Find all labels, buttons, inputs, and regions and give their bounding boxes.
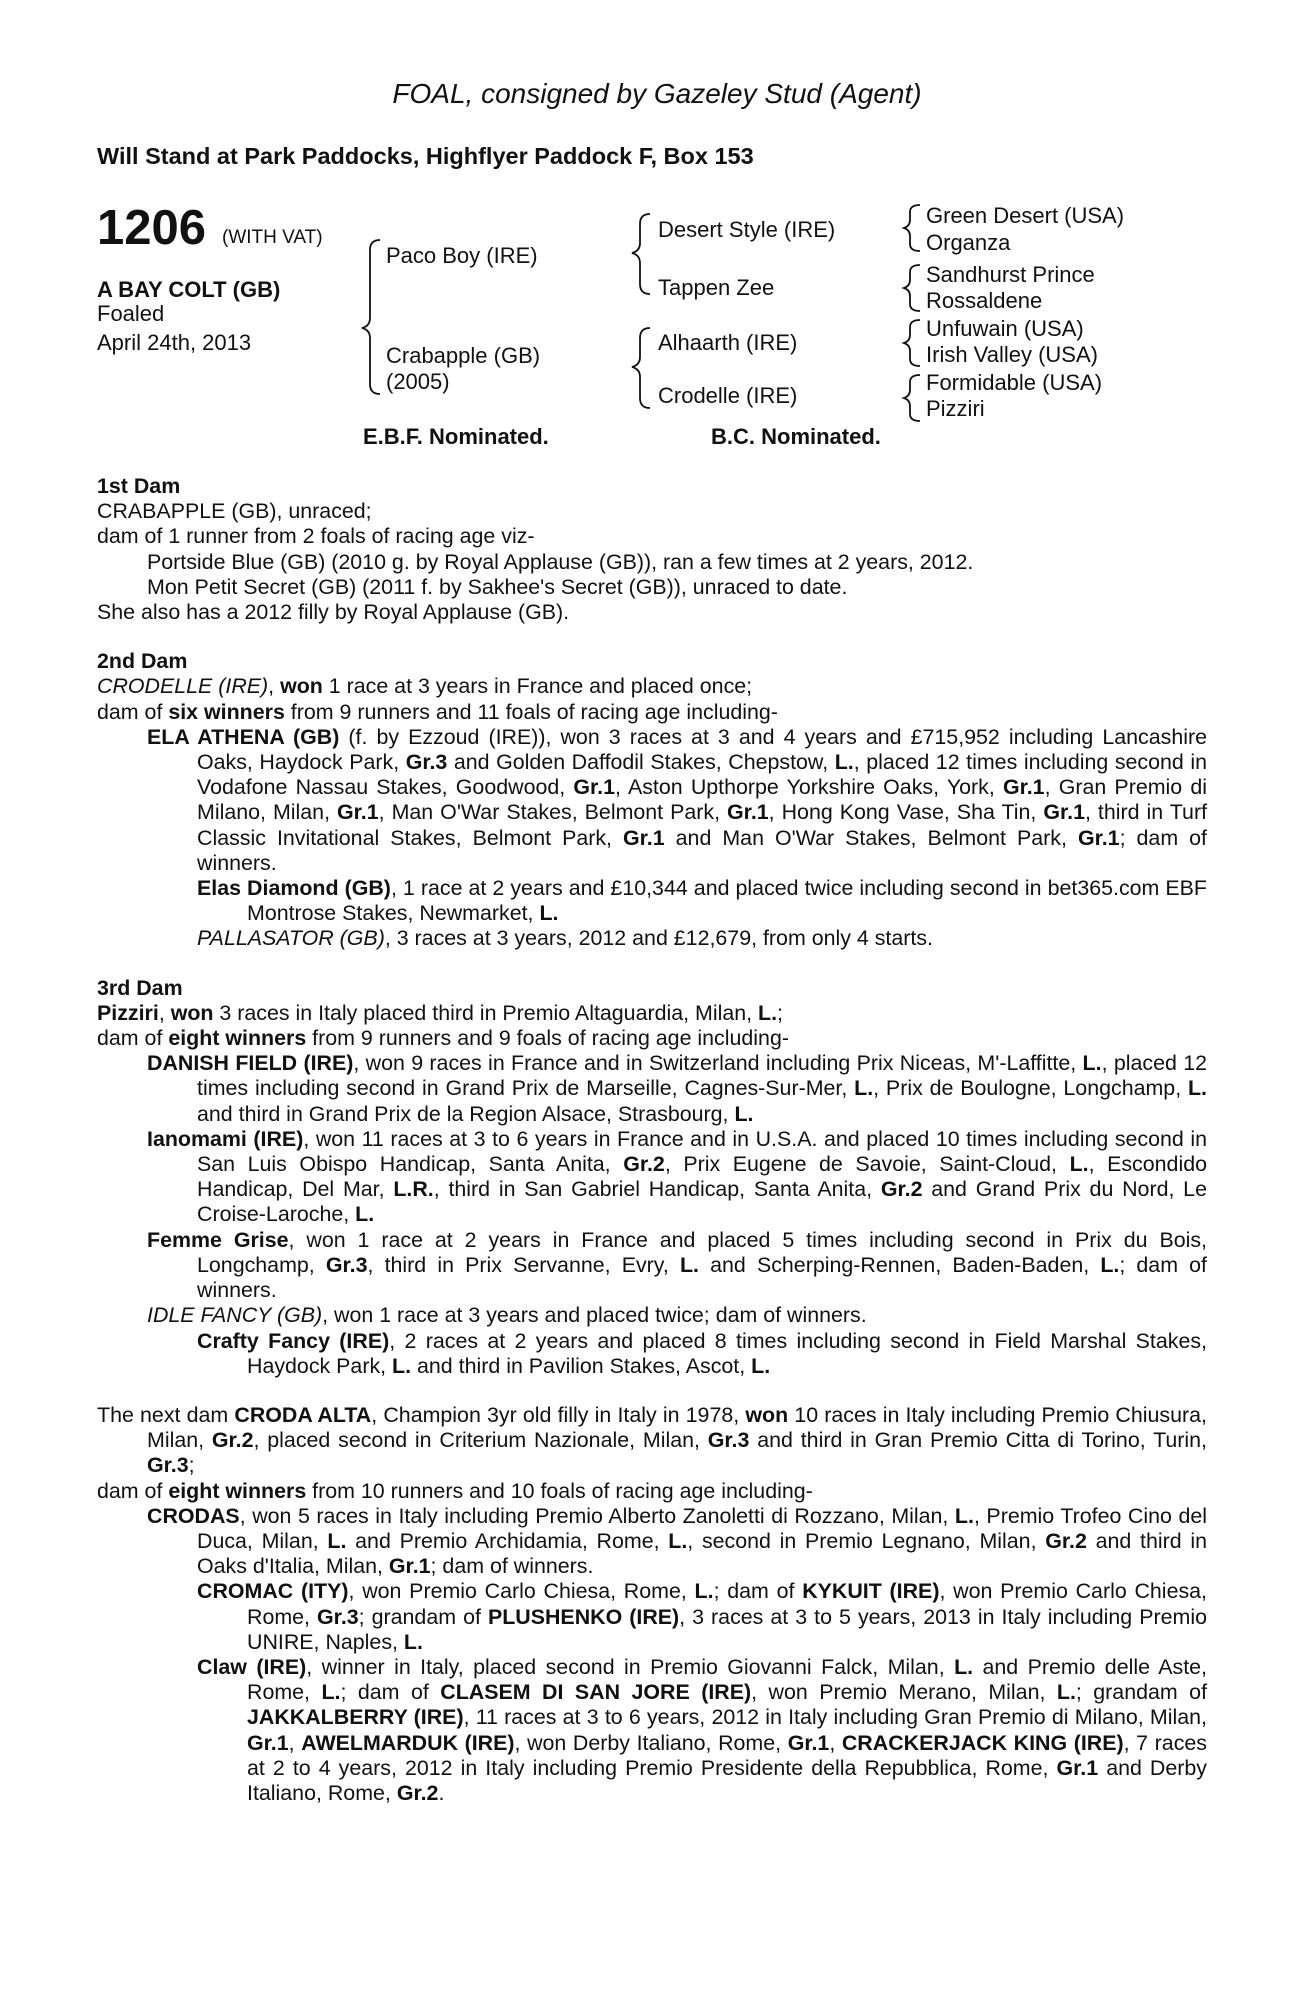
first-dam-line: CRABAPPLE (GB), unraced; xyxy=(97,499,372,524)
progeny-item: Mon Petit Secret (GB) (2011 f. by Sakhee's Secret (GB)), unraced to date. xyxy=(147,574,848,599)
second-dam-heading: 2nd Dam xyxy=(97,649,188,674)
dam-sire: Alhaarth (IRE) xyxy=(658,330,798,355)
vat-note: (WITH VAT) xyxy=(222,227,323,248)
gen3-4: Rossaldene xyxy=(926,288,1043,313)
horse-name: Elas Diamond (GB) xyxy=(197,876,391,901)
gen3-8: Pizziri xyxy=(926,396,985,421)
horse-name: Femme Grise xyxy=(147,1227,289,1252)
horse-name: CRODA ALTA xyxy=(234,1402,372,1427)
stand-location: Will Stand at Park Paddocks, Highflyer Paddock F, Box 153 xyxy=(97,143,754,169)
horse-name: CROMAC (ITY) xyxy=(197,1579,349,1604)
horse-name: Crafty Fancy (IRE) xyxy=(197,1328,390,1353)
first-dam-heading: 1st Dam xyxy=(97,474,181,498)
gen3-1: Green Desert (USA) xyxy=(926,203,1125,228)
lot-description: A BAY COLT (GB) xyxy=(97,277,281,302)
dam-year: (2005) xyxy=(386,369,450,394)
foaled-date: April 24th, 2013 xyxy=(97,330,252,355)
emphasis: won xyxy=(280,674,323,699)
progeny-item: Ianomami (IRE), won 11 races at 3 to 6 years in France and in U.S.A. and placed 10 times including second in San Luis Obispo Handicap, Santa Anita, Gr.2, Prix Eugene de Savoie, Saint-Cloud, L., Escondido Handicap, Del Mar, L.R., third in San Gabriel Handicap, Santa Anita, Gr.2 and Grand Prix du Nord, Le Croise-Laroche, L. xyxy=(147,1126,1208,1227)
progeny-item: Portside Blue (GB) (2010 g. by Royal Applause (GB)), ran a few times at 2 years, 2012. xyxy=(147,549,974,574)
progeny-item: Femme Grise, won 1 race at 2 years in France and placed 5 times including second in Prix du Bois, Longchamp, Gr.3, third in Prix Servanne, Evry, L. and Scherping-Rennen, Baden-Baden, L.; dam of winners. xyxy=(147,1227,1208,1303)
dam-dam: Crodelle (IRE) xyxy=(658,383,798,408)
third-dam-heading: 3rd Dam xyxy=(97,975,183,1000)
progeny-item: CRODAS, won 5 races in Italy including Premio Alberto Zanoletti di Rozzano, Milan, L., Premio Trofeo Cino del Duca, Milan, L. and Premio Archidamia, Rome, L., second in Premio Legnano, Milan, Gr.2 and third in Oaks d'Italia, Milan, Gr.1; dam of winners. xyxy=(147,1503,1208,1579)
second-dam-record: dam of six winners from 9 runners and 11 foals of racing age including- xyxy=(97,699,778,724)
ebf-nominated: E.B.F. Nominated. xyxy=(363,424,549,449)
progeny-item: CROMAC (ITY), won Premio Carlo Chiesa, Rome, L.; dam of KYKUIT (IRE), won Premio Carlo Chiesa, Rome, Gr.3; grandam of PLUSHENKO (IRE), 3 races at 3 to 5 years, 2013 in Italy including Premio UNIRE, Naples, L. xyxy=(197,1579,1207,1654)
first-dam-record: dam of 1 runner from 2 foals of racing age viz- xyxy=(97,524,535,549)
horse-name: Ianomami (IRE) xyxy=(147,1126,304,1151)
sire-dam: Tappen Zee xyxy=(658,275,775,300)
progeny-item: Crafty Fancy (IRE), 2 races at 2 years and placed 8 times including second in Field Marshal Stakes, Haydock Park, L. and third in Pavilion Stakes, Ascot, L. xyxy=(197,1328,1207,1378)
lot-number: 1206 xyxy=(97,201,207,255)
gen3-6: Irish Valley (USA) xyxy=(926,342,1098,367)
horse-name: CRODELLE (IRE) xyxy=(97,674,269,699)
third-dam-record: dam of eight winners from 9 runners and 9 foals of racing age including- xyxy=(97,1026,789,1051)
gen3-2: Organza xyxy=(926,230,1011,255)
progeny-item: IDLE FANCY (GB), won 1 race at 3 years and placed twice; dam of winners. xyxy=(147,1303,867,1328)
progeny-item: PALLASATOR (GB), 3 races at 3 years, 2012 and £12,679, from only 4 starts. xyxy=(197,926,933,951)
next-dam-record: dam of eight winners from 10 runners and 10 foals of racing age including- xyxy=(97,1478,813,1503)
bc-nominated: B.C. Nominated. xyxy=(711,424,881,449)
horse-name: PALLASATOR (GB) xyxy=(197,926,385,951)
horse-name: DANISH FIELD (IRE) xyxy=(147,1051,354,1076)
first-dam-note: She also has a 2012 filly by Royal Applause (GB). xyxy=(97,600,570,625)
dam: Crabapple (GB) xyxy=(386,343,541,368)
sire-sire: Desert Style (IRE) xyxy=(658,217,836,242)
next-dam-line: The next dam CRODA ALTA, Champion 3yr old filly in Italy in 1978, won 10 races in Italy including Premio Chiusura, Milan, Gr.2, placed second in Criterium Nazionale, Milan, Gr.3 and third in Gran Premio Citta di Torino, Turin, Gr.3; xyxy=(97,1402,1207,1478)
horse-name: Pizziri xyxy=(97,1000,159,1025)
horse-name: Claw (IRE) xyxy=(197,1654,307,1679)
catalogue-heading: FOAL, consigned by Gazeley Stud (Agent) xyxy=(392,78,922,109)
horse-name: IDLE FANCY (GB) xyxy=(147,1303,323,1328)
progeny-item: Claw (IRE), winner in Italy, placed second in Premio Giovanni Falck, Milan, L. and Premio delle Aste, Rome, L.; dam of CLASEM DI SAN JORE (IRE), won Premio Merano, Milan, L.; grandam of JAKKALBERRY (IRE), 11 races at 3 to 6 years, 2012 in Italy including Gran Premio di Milano, Milan, Gr.1, AWELMARDUK (IRE), won Derby Italiano, Rome, Gr.1, CRACKERJACK KING (IRE), 7 races at 2 to 4 years, 2012 in Italy including Premio Presidente della Repubblica, Rome, Gr.1 and Derby Italiano, Rome, Gr.2. xyxy=(197,1654,1208,1805)
progeny-item: ELA ATHENA (GB) (f. by Ezzoud (IRE)), won 3 races at 3 and 4 years and £715,952 including Lancashire Oaks, Haydock Park, Gr.3 and Golden Daffodil Stakes, Chepstow, L., placed 12 times including second in Vodafone Nassau Stakes, Goodwood, Gr.1, Aston Upthorpe Yorkshire Oaks, York, Gr.1, Gran Premio di Milano, Milan, Gr.1, Man O'War Stakes, Belmont Park, Gr.1, Hong Kong Vase, Sha Tin, Gr.1, third in Turf Classic Invitational Stakes, Belmont Park, Gr.1 and Man O'War Stakes, Belmont Park, Gr.1; dam of winners. xyxy=(147,724,1208,875)
progeny-item: Elas Diamond (GB), 1 race at 2 years and £10,344 and placed twice including second in bet365.com EBF Montrose Stakes, Newmarket, L. xyxy=(197,876,1208,926)
gen3-7: Formidable (USA) xyxy=(926,370,1103,395)
foaled-label: Foaled xyxy=(97,301,165,326)
gen3-3: Sandhurst Prince xyxy=(926,262,1095,287)
catalogue-body xyxy=(97,474,1207,1806)
progeny-item: DANISH FIELD (IRE), won 9 races in France and in Switzerland including Prix Niceas, M'-Laffitte, L., placed 12 times including second in Grand Prix de Marseille, Cagnes-Sur-Mer, L., Prix de Boulogne, Longchamp, L. and third in Grand Prix de la Region Alsace, Strasbourg, L. xyxy=(147,1051,1207,1126)
sire: Paco Boy (IRE) xyxy=(386,243,538,268)
horse-name: CRODAS xyxy=(147,1503,240,1528)
gen3-5: Unfuwain (USA) xyxy=(926,316,1084,341)
horse-name: ELA ATHENA (GB) xyxy=(147,724,340,749)
second-dam-line: CRODELLE (IRE), won 1 race at 3 years in France and placed once; xyxy=(97,674,753,699)
third-dam-line: Pizziri, won 3 races in Italy placed third in Premio Altaguardia, Milan, L.; xyxy=(97,1000,783,1025)
